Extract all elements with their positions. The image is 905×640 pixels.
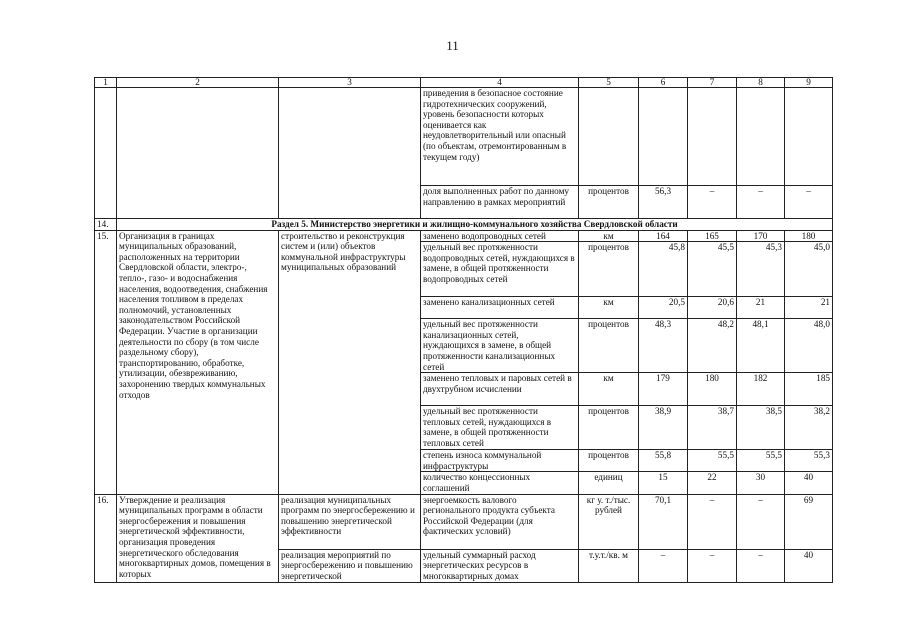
indicator-cell: приведения в безопасное состояние гидротехнических сооружений, уровень безопасности которых оценивается как неудовлетворительный или опасный (по объектам, отремонтированным в текущем году) — [421, 88, 579, 186]
header-cell: 1 — [95, 78, 117, 88]
value-cell: 180 — [688, 373, 737, 406]
row-number: 16. — [95, 494, 117, 582]
header-cell: 4 — [421, 78, 579, 88]
value-cell: 40 — [785, 549, 833, 582]
value-cell: 179 — [639, 373, 688, 406]
unit-cell: процентов — [579, 406, 639, 450]
unit-cell: кг у. т./тыс. рублей — [579, 494, 639, 549]
value-cell: – — [688, 186, 737, 219]
value-cell: 48,2 — [688, 319, 737, 373]
goal-cell: Утверждение и реализация муниципальных программ в области энергосбережения и повышения энергетической эффективности, организация проведения энергетического обследования многоквартирных домов, помещения в которых — [117, 494, 279, 582]
value-cell: 45,3 — [737, 242, 785, 297]
empty-cell — [95, 88, 117, 219]
empty-cell — [737, 88, 785, 186]
value-cell: 164 — [639, 230, 688, 242]
value-cell: – — [639, 549, 688, 582]
table-row — [95, 230, 833, 242]
empty-cell — [688, 88, 737, 186]
table-row — [95, 494, 833, 549]
empty-cell — [785, 88, 833, 186]
value-cell: 15 — [639, 472, 688, 494]
value-cell: 38,5 — [737, 406, 785, 450]
value-cell: 48,3 — [639, 319, 688, 373]
unit-cell: км — [579, 230, 639, 242]
indicator-cell: заменено водопроводных сетей — [421, 230, 579, 242]
value-cell: 40 — [785, 472, 833, 494]
header-cell: 7 — [688, 78, 737, 88]
row-number: 15. — [95, 230, 117, 494]
value-cell: 21 — [785, 297, 833, 319]
measure-cell: реализация мероприятий по энергосбережению и повышению энергетической — [279, 549, 421, 582]
empty-cell — [639, 88, 688, 186]
value-cell: 180 — [785, 230, 833, 242]
header-cell: 5 — [579, 78, 639, 88]
value-cell: 55,8 — [639, 450, 688, 472]
measure-cell: строительство и реконструкция систем и (или) объектов коммунальной инфраструктуры муниципальных образований — [279, 230, 421, 494]
table-row — [95, 88, 833, 186]
value-cell: – — [737, 186, 785, 219]
value-cell: 55,5 — [737, 450, 785, 472]
value-cell: – — [737, 549, 785, 582]
value-cell: 185 — [785, 373, 833, 406]
value-cell: – — [785, 186, 833, 219]
page-number: 11 — [446, 38, 459, 53]
value-cell: 21 — [737, 297, 785, 319]
indicator-cell: удельный вес протяженности водопроводных сетей, нуждающихся в замене, в общей протяженности водопроводных сетей — [421, 242, 579, 297]
unit-cell: процентов — [579, 242, 639, 297]
empty-cell — [117, 88, 279, 219]
unit-cell: процентов — [579, 450, 639, 472]
section-row — [95, 219, 833, 231]
value-cell: – — [688, 494, 737, 549]
unit-cell: единиц — [579, 472, 639, 494]
value-cell: 30 — [737, 472, 785, 494]
unit-cell: км — [579, 373, 639, 406]
value-cell: 20,5 — [639, 297, 688, 319]
value-cell: 38,2 — [785, 406, 833, 450]
value-cell: 45,5 — [688, 242, 737, 297]
value-cell: – — [688, 549, 737, 582]
value-cell: 69 — [785, 494, 833, 549]
value-cell: 38,7 — [688, 406, 737, 450]
value-cell: – — [737, 494, 785, 549]
indicator-cell: удельный вес протяженности тепловых сетей, нуждающихся в замене, в общей протяженности тепловых сетей — [421, 406, 579, 450]
indicator-cell: удельный суммарный расход энергетических ресурсов в многоквартирных домах — [421, 549, 579, 582]
indicator-cell: энергоемкость валового регионального продукта субъекта Российской Федерации (для фактических условий) — [421, 494, 579, 549]
unit-cell: процентов — [579, 186, 639, 219]
value-cell: 165 — [688, 230, 737, 242]
indicator-cell: степень износа коммунальной инфраструктуры — [421, 450, 579, 472]
value-cell: 182 — [737, 373, 785, 406]
value-cell: 38,9 — [639, 406, 688, 450]
unit-cell: км — [579, 297, 639, 319]
header-cell: 2 — [117, 78, 279, 88]
unit-cell: процентов — [579, 319, 639, 373]
header-cell: 6 — [639, 78, 688, 88]
measure-cell: реализация муниципальных программ по энергосбережению и повышению энергетической эффективности — [279, 494, 421, 549]
header-cell: 3 — [279, 78, 421, 88]
goal-cell: Организация в границах муниципальных образований, расположенных на территории Свердловской области, электро-, тепло-, газо- и водоснабжения населения, водоотведения, снабжения населения топливом в пределах полномочий, установленных законодательством Российской Федерации. Участие в организации деятельности по сбору (в том числе раздельному сбору), транспортированию, обработке, утилизации, обезвреживанию, захоронению твердых коммунальных отходов — [117, 230, 279, 494]
empty-cell — [279, 88, 421, 219]
indicator-cell: заменено канализационных сетей — [421, 297, 579, 319]
value-cell: 70,1 — [639, 494, 688, 549]
indicator-cell: заменено тепловых и паровых сетей в двухтрубном исчислении — [421, 373, 579, 406]
value-cell: 170 — [737, 230, 785, 242]
indicator-cell: количество концессионных соглашений — [421, 472, 579, 494]
value-cell: 55,3 — [785, 450, 833, 472]
value-cell: 56,3 — [639, 186, 688, 219]
value-cell: 48,1 — [737, 319, 785, 373]
header-cell: 8 — [737, 78, 785, 88]
indicators-table — [94, 77, 833, 583]
value-cell: 20,6 — [688, 297, 737, 319]
header-row — [95, 78, 833, 88]
section-title: Раздел 5. Министерство энергетики и жилищно-коммунального хозяйства Свердловской области — [117, 219, 833, 231]
indicator-cell: удельный вес протяженности канализационных сетей, нуждающихся в замене, в общей протяженности канализационных сетей — [421, 319, 579, 373]
row-number: 14. — [95, 219, 117, 231]
unit-cell: т.у.т./кв. м — [579, 549, 639, 582]
value-cell: 22 — [688, 472, 737, 494]
empty-cell — [579, 88, 639, 186]
value-cell: 55,5 — [688, 450, 737, 472]
value-cell: 45,0 — [785, 242, 833, 297]
indicator-cell: доля выполненных работ по данному направлению в рамках мероприятий — [421, 186, 579, 219]
value-cell: 45,8 — [639, 242, 688, 297]
header-cell: 9 — [785, 78, 833, 88]
value-cell: 48,0 — [785, 319, 833, 373]
